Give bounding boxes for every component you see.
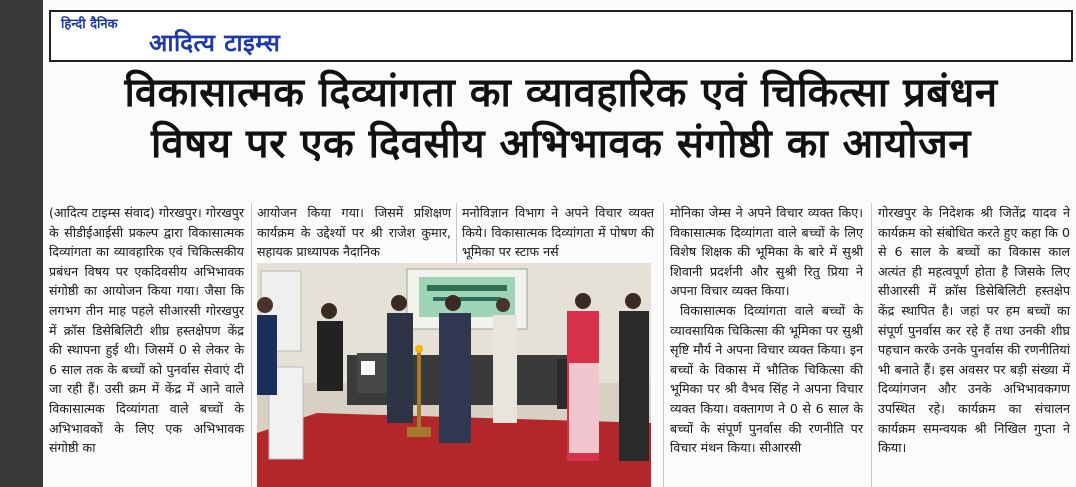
newspaper-name: आदित्य टाइम्स — [149, 29, 281, 57]
article-column-2 — [257, 203, 451, 262]
masthead — [49, 10, 1073, 62]
column-2-paragraph: आयोजन किया गया। जिसमें प्रशिक्षण कार्यक्रम के उद्देश्यों पर श्री राजेश कुमार, सहायक प्राध्यापक नैदानिक — [257, 205, 451, 260]
article-column-4 — [670, 203, 863, 458]
column-divider — [251, 203, 252, 487]
column-4-paragraph-2: विकासात्मक दिव्यांगता वाले बच्चों के व्यावसायिक चिकित्सा की भूमिका पर सुश्री सृष्टि मौर्य ने अपना विचार व्यक्त किया। इन बच्चों के विकास में भौतिक चिकित्सा की भूमिका पर श्री वैभव सिंह ने अपना विचार व्यक्त किया। वक्तागण ने 0 से 6 साल के बच्चों के संपूर्ण पुनर्वास की रणनीति पर विचार मंथन किया। सीआरसी — [670, 302, 863, 456]
column-1-paragraph: (आदित्य टाइम्स संवाद) गोरखपुर। गोरखपुर के सीडीईआईसी प्रकल्प द्वारा विकासात्मक दिव्यांगता का व्यावहारिक एवं चिकित्सकीय प्रबंधन विषय पर एकदिवसीय अभिभावक संगोष्ठी का आयोजन किया गया। जैसा कि लगभग तीन माह पहले सीआरसी गोरखपुर में क्रॉस डिसेबिलिटी शीघ्र हस्तक्षेपण केंद्र की स्थापना हुई थी। जिसमें 0 से लेकर के 6 साल तक के बच्चों को पुनर्वास सेवाएं दी जा रही हैं। उसी क्रम में केंद्र में आने वाले विकासात्मक दिव्यांगता वाले बच्चों के अभिभावकों के लिए एक अभिभावक संगोष्ठी का — [49, 205, 244, 456]
page-margin-shadow — [0, 0, 43, 487]
column-5-paragraph: गोरखपुर के निदेशक श्री जितेंद्र यादव ने कार्यक्रम को संबोधित करते हुए कहा कि 0 से 6 साल के बच्चों का विकास काल अत्यंत ही महत्वपूर्ण होता है जिसके लिए सीआरसी में क्रॉस डिसेबिलिटी हस्तक्षेप केंद्र स्थापित है। जहां पर हम बच्चों का संपूर्ण पुनर्वास कर रहे हैं तथा उनकी शीघ्र पहचान करके उनके पुनर्वास की रणनीतियां भी बनाते हैं। इस अवसर पर बड़ी संख्या में दिव्यांगजन और उनके अभिभावकगण उपस्थित रहे। कार्यक्रम का संचालन कार्यक्रम समन्वयक श्री निखिल गुप्ता ने किया। — [878, 205, 1070, 456]
masthead-tagline: हिन्दी दैनिक — [61, 17, 118, 32]
article-headline — [49, 68, 1073, 170]
column-divider — [663, 203, 664, 487]
column-3-paragraph: मनोविज्ञान विभाग ने अपने विचार व्यक्त किये। विकासात्मक दिव्यांगता में पोषण की भूमिका पर स्टाफ नर्स — [462, 205, 654, 260]
column-divider — [871, 203, 872, 487]
article-column-3 — [462, 203, 654, 262]
event-photo — [257, 263, 651, 487]
column-4-paragraph-1: मोनिका जेम्स ने अपने विचार व्यक्त किए। विकासात्मक दिव्यांगता वाले बच्चों के लिए विशेष शिक्षक की भूमिका के बारे में सुश्री शिवानी प्रदर्शनी और सुश्री रितु प्रिया ने अपना विचार व्यक्त किया। — [670, 205, 863, 299]
article-column-5 — [878, 203, 1070, 458]
headline-line-2: विषय पर एक दिवसीय अभिभावक संगोष्ठी का आयोजन — [151, 121, 971, 167]
article-column-1 — [49, 203, 244, 458]
event-photo-illustration — [257, 263, 651, 487]
headline-line-1: विकासात्मक दिव्यांगता का व्यावहारिक एवं चिकित्सा प्रबंधन — [124, 70, 998, 116]
